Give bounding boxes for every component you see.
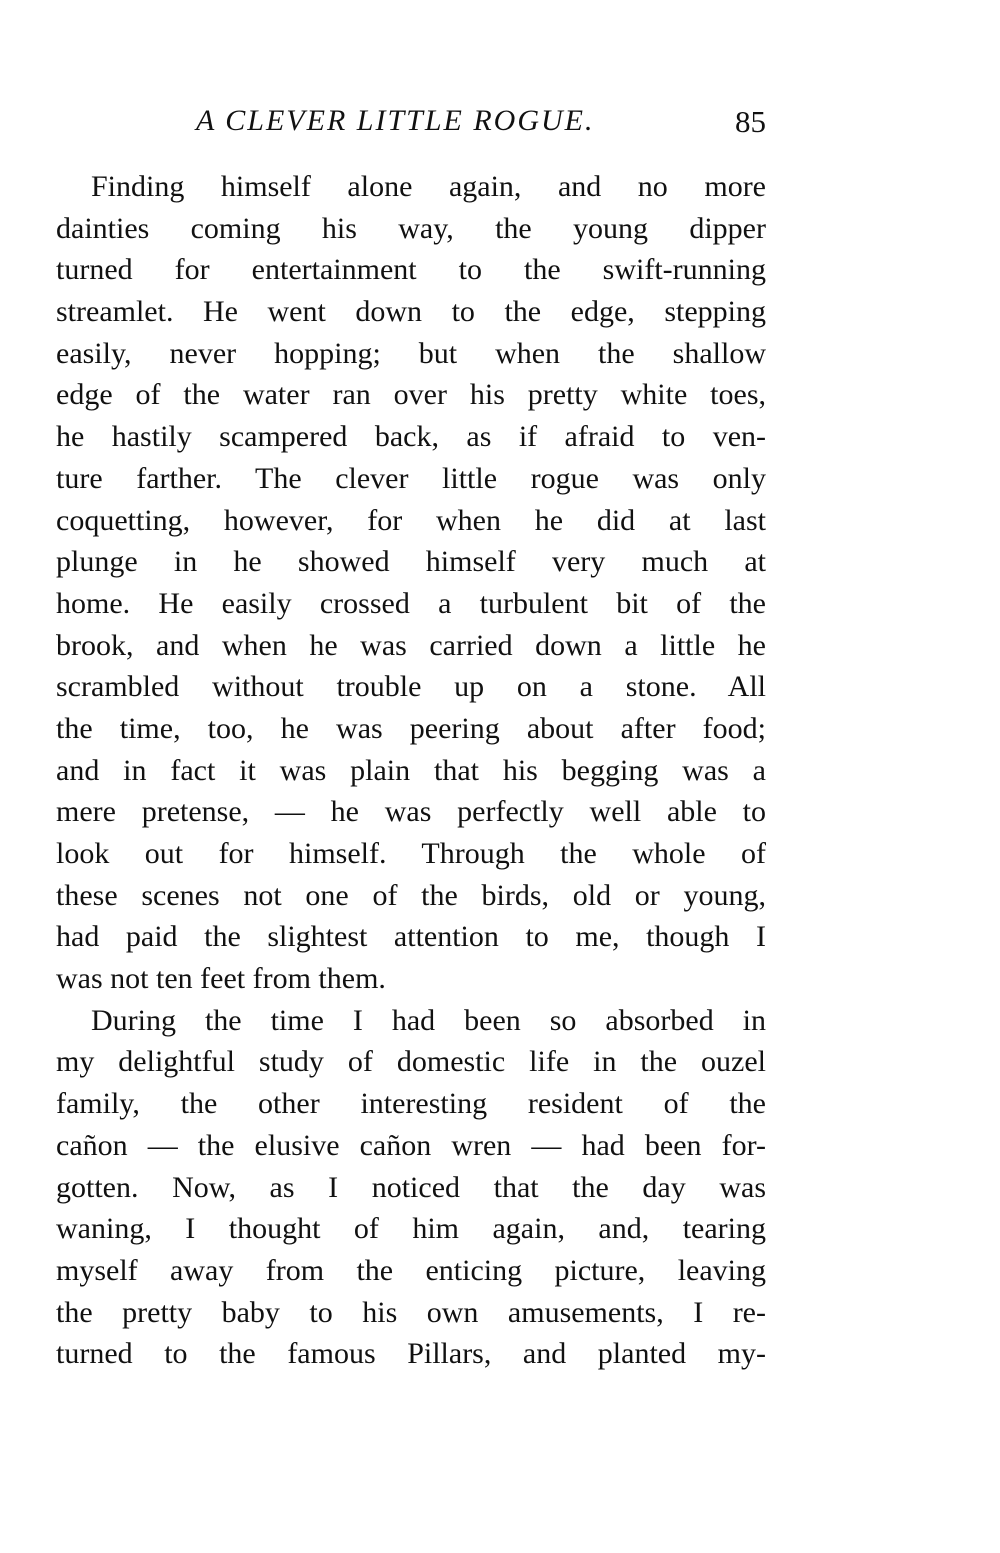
text-line: the pretty baby to his own amusements, I re-	[56, 1295, 766, 1329]
text-line: coquetting, however, for when he did at last	[56, 503, 766, 537]
text-line: edge of the water ran over his pretty white toes,	[56, 378, 766, 412]
text-line: brook, and when he was carried down a little he	[56, 628, 766, 662]
text-line: plunge in he showed himself very much at	[56, 545, 766, 579]
text-line: dainties coming his way, the young dipper	[56, 211, 766, 245]
text-line: my delightful study of domestic life in the ouzel	[56, 1045, 766, 1079]
text-line: and in fact it was plain that his begging was a	[56, 753, 766, 787]
text-line: was not ten feet from them.	[56, 962, 386, 996]
text-line: turned to the famous Pillars, and planted my-	[56, 1337, 766, 1371]
text-line: he hastily scampered back, as if afraid to ven-	[56, 420, 766, 454]
running-head	[56, 104, 766, 144]
text-line: mere pretense, — he was perfectly well able to	[56, 795, 766, 829]
page-number: 85	[735, 104, 766, 139]
text-line: these scenes not one of the birds, old or young,	[56, 878, 766, 912]
text-line: waning, I thought of him again, and, tearing	[56, 1212, 766, 1246]
text-line: family, the other interesting resident of the	[56, 1087, 766, 1121]
text-line: look out for himself. Through the whole of	[56, 837, 766, 870]
body-text	[56, 166, 766, 1375]
text-line: the time, too, he was peering about after food;	[56, 711, 766, 745]
text-line: During the time I had been so absorbed in	[91, 1003, 766, 1037]
text-line: easily, never hopping; but when the shallow	[56, 336, 766, 370]
text-line: myself away from the enticing picture, leaving	[56, 1253, 766, 1287]
text-line: ture farther. The clever little rogue was only	[56, 461, 766, 495]
text-line: home. He easily crossed a turbulent bit of the	[56, 586, 766, 620]
text-line: streamlet. He went down to the edge, stepping	[56, 295, 766, 329]
text-line: scrambled without trouble up on a stone. All	[56, 670, 766, 704]
text-line: had paid the slightest attention to me, though I	[56, 920, 766, 954]
text-line: cañon — the elusive cañon wren — had been for-	[56, 1128, 766, 1162]
text-line: turned for entertainment to the swift-running	[56, 253, 766, 287]
text-line: gotten. Now, as I noticed that the day was	[56, 1170, 766, 1204]
paragraph-1	[56, 166, 766, 1000]
paragraph-2	[56, 1000, 766, 1375]
text-line: Finding himself alone again, and no more	[91, 170, 766, 203]
running-title: A CLEVER LITTLE ROGUE.	[196, 104, 595, 137]
